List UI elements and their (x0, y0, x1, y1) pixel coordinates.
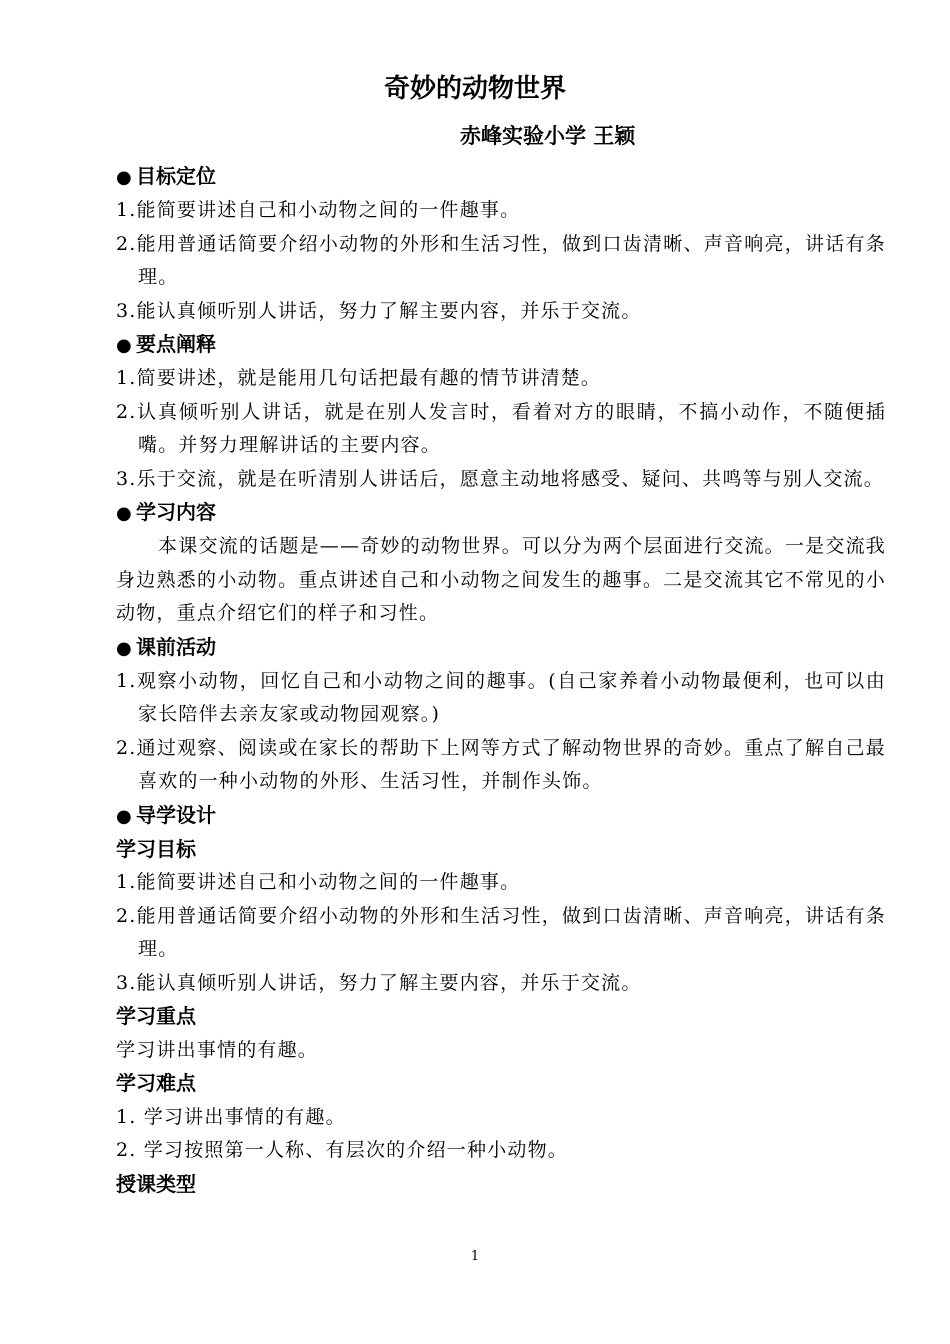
subheading-lesson-type: 授课类型 (116, 1171, 196, 1196)
subheading-key-points: 学习重点 (116, 1004, 196, 1028)
list-item: 3.能认真倾听别人讲话，努力了解主要内容，并乐于交流。 (116, 971, 642, 994)
list-item: 2. 学习按照第一人称、有层次的介绍一种小动物。 (116, 1139, 568, 1161)
section-heading-goals: ● 目标定位 (116, 160, 886, 194)
section-heading-explanation: ● 要点阐释 (116, 328, 886, 362)
bullet-icon: ● (116, 167, 132, 188)
bullet-icon: ● (116, 335, 132, 356)
list-item: 2.通过观察、阅读或在家长的帮助下上网等方式了解动物世界的奇妙。重点了解自己最喜欢的一种小动物的外形、生活习性，并制作头饰。 (116, 736, 886, 792)
list-item: 1.能简要讲述自己和小动物之间的一件趣事。 (116, 199, 521, 221)
section-heading-pre-class: ● 课前活动 (116, 631, 886, 665)
section-heading-design: ● 导学设计 (116, 799, 886, 833)
list-item: 1.能简要讲述自己和小动物之间的一件趣事。 (116, 871, 521, 893)
list-item: 2.能用普通话简要介绍小动物的外形和生活习性，做到口齿清晰、声音响亮，讲话有条理。 (116, 232, 886, 288)
list-item: 3.能认真倾听别人讲话，努力了解主要内容，并乐于交流。 (116, 299, 642, 322)
author-line: 赤峰实验小学 王颖 (460, 123, 636, 148)
list-item: 1.简要讲述，就是能用几句话把最有趣的情节讲清楚。 (116, 367, 602, 389)
key-points-text: 学习讲出事情的有趣。 (116, 1038, 319, 1061)
bullet-icon: ● (116, 637, 132, 659)
subheading-study-goals: 学习目标 (116, 836, 196, 861)
list-item: 3.乐于交流，就是在听清别人讲话后，愿意主动地将感受、疑问、共鸣等与别人交流。 (116, 467, 884, 490)
subheading-difficulties: 学习难点 (116, 1071, 196, 1095)
page-number: 1 (470, 1249, 480, 1264)
list-item: 1.观察小动物，回忆自己和小动物之间的趣事。(自己家养着小动物最便利，也可以由家长陪伴去亲友家或动物园观察。) (116, 669, 886, 725)
list-item: 2.能用普通话简要介绍小动物的外形和生活习性，做到口齿清晰、声音响亮，讲话有条理。 (116, 904, 886, 960)
bullet-icon: ● (116, 805, 132, 827)
document-title: 奇妙的动物世界 (383, 74, 566, 104)
section-heading-content: ● 学习内容 (116, 496, 886, 530)
list-item: 2.认真倾听别人讲话，就是在别人发言时，看着对方的眼睛，不搞小动作，不随便插嘴。并努力理解讲话的主要内容。 (116, 400, 886, 456)
document-body (116, 160, 886, 1201)
list-item: 1. 学习讲出事情的有趣。 (116, 1105, 346, 1128)
bullet-icon: ● (116, 503, 132, 524)
content-paragraph: 本课交流的话题是——奇妙的动物世界。可以分为两个层面进行交流。一是交流我身边熟悉的小动物。重点讲述自己和小动物之间发生的趣事。二是交流其它不常见的小动物，重点介绍它们的样子和习性。 (116, 535, 886, 624)
